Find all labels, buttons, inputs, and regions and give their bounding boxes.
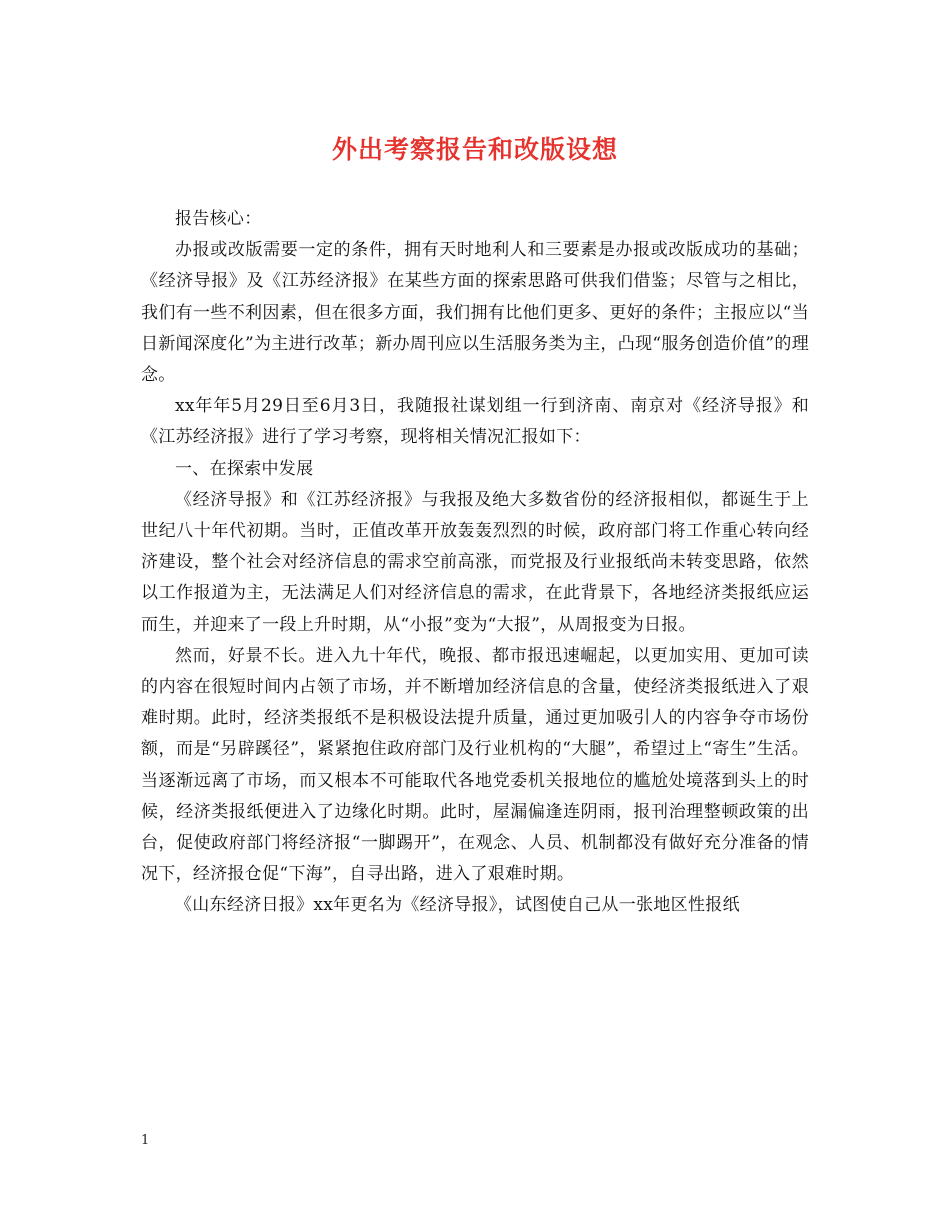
paragraph-decline: 然而，好景不长。进入九十年代，晚报、都市报迅速崛起，以更加实用、更加可读的内容在很短时间内占领了市场，并不断增加经济信息的含量，使经济类报纸进入了艰难时期。此时，经济类报纸不是积极设法提升质量，通过更加吸引人的内容争夺市场份额，而是“另辟蹊径”，紧紧抱住政府部门及行业机构的“大腿”，希望过上“寄生”生活。当逐渐远离了市场，而又根本不可能取代各地党委机关报地位的尴尬处境落到头上的时候，经济类报纸便进入了边缘化时期。此时，屋漏偏逢连阴雨，报刊治理整顿政策的出台，促使政府部门将经济报“一脚踢开”，在观念、人员、机制都没有做好充分准备的情况下，经济报仓促“下海”，自寻出路，进入了艰难时期。: [141, 645, 809, 885]
paragraph-report-core-summary: 办报或改版需要一定的条件，拥有天时地利人和三要素是办报或改版成功的基础；《经济导报》及《江苏经济报》在某些方面的探索思路可供我们借鉴；尽管与之相比，我们有一些不利因素，但在很多方面，我们拥有比他们更多、更好的条件；主报应以“当日新闻深度化”为主进行改革；新办周刊应以生活服务类为主，凸现“服务创造价值”的理念。: [141, 240, 809, 386]
paragraph-rename: 《山东经济日报》xx年更名为《经济导报》，试图使自己从一张地区性报纸: [175, 895, 740, 916]
paragraph-history: 《经济导报》和《江苏经济报》与我报及绝大多数省份的经济报相似，都诞生于上世纪八十年代初期。当时，正值改革开放轰轰烈烈的时候，政府部门将工作重心转向经济建设，整个社会对经济信息的需求空前高涨，而党报及行业报纸尚未转变思路，依然以工作报道为主，无法满足人们对经济信息的需求，在此背景下，各地经济类报纸应运而生，并迎来了一段上升时期，从“小报”变为“大报”，从周报变为日报。: [141, 489, 809, 635]
paragraph-report-core-heading: 报告核心：: [175, 209, 262, 229]
document-body: [141, 204, 809, 922]
page-number: 1: [141, 1133, 150, 1148]
document-title: 外出考察报告和改版设想: [331, 135, 618, 164]
section-heading-development: 一、在探索中发展: [175, 458, 314, 479]
paragraph-trip-intro: xx年年5月29日至6月3日，我随报社谋划组一行到济南、南京对《经济导报》和《江苏经济报》进行了学习考察，现将相关情况汇报如下：: [141, 396, 809, 448]
